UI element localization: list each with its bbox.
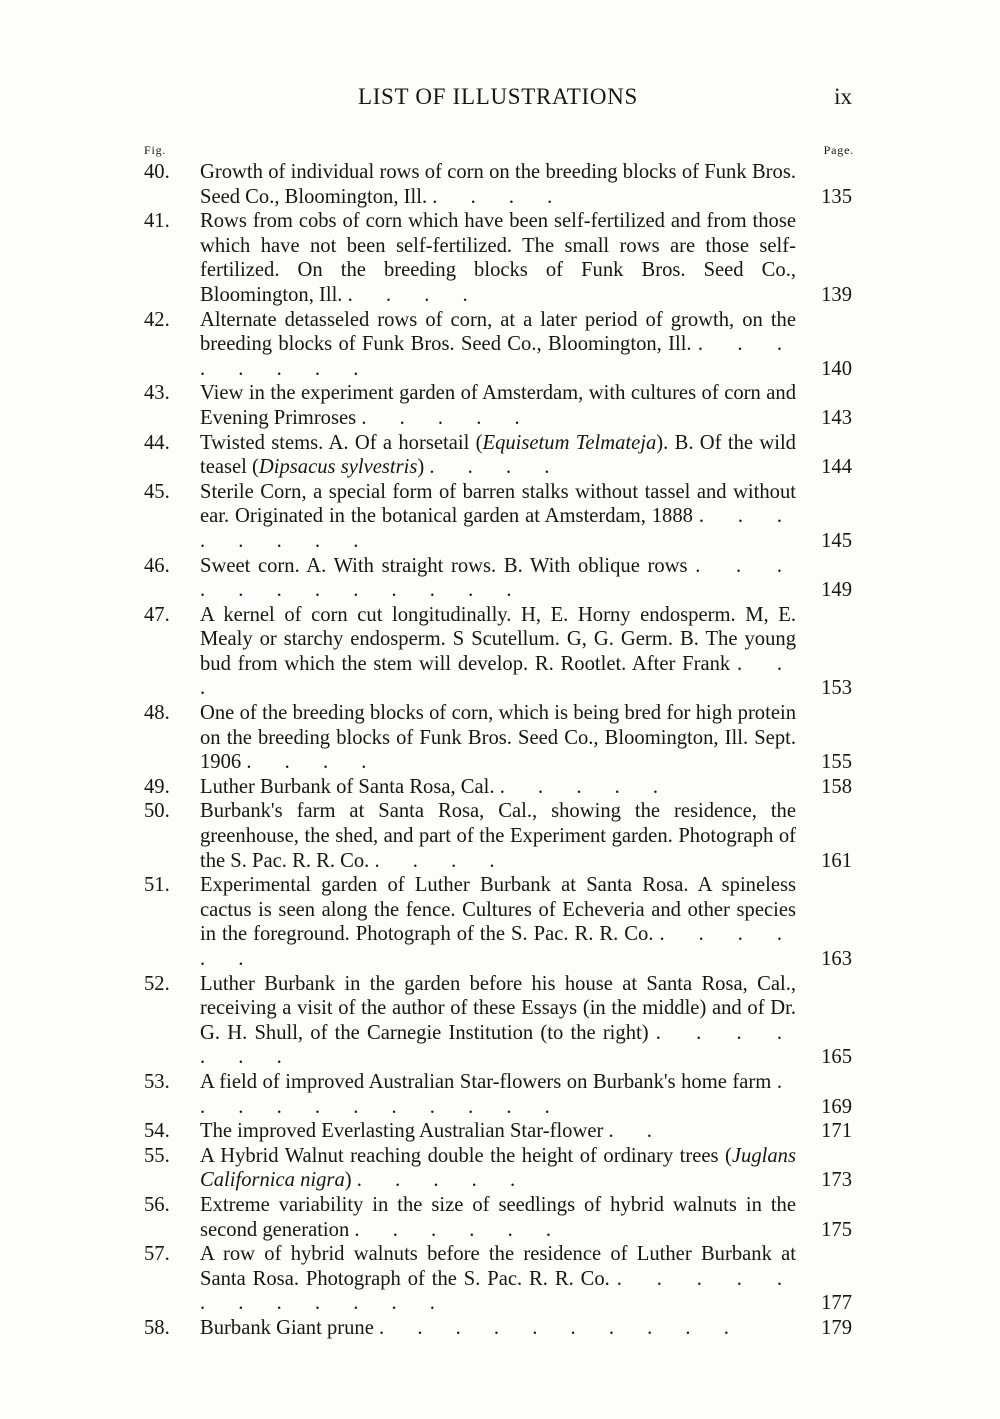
list-item [142,873,854,971]
figure-caption: A row of hybrid walnuts before the residence of Luther Burbank at Santa Rosa. Photograph of the S. Pac. R. R. Co. . . . . . . . . . . . . [200,1243,796,1315]
page-reference: 161 [821,849,852,872]
figure-caption: Burbank Giant prune . . . . . . . . . . [200,1316,743,1339]
page-reference: 153 [821,677,852,700]
page-reference: 173 [821,1169,852,1192]
page-reference: 163 [821,948,852,970]
page-reference: 171 [821,1120,852,1143]
figure-number: 52. [144,972,170,995]
page-reference: 145 [821,529,852,552]
page-reference: 140 [821,357,852,380]
figure-caption: Twisted stems. A. Of a horsetail (Equisetum Telmateja). B. Of the wild teasel (Dipsacus sylvestris) . . . . [200,431,796,479]
list-item [142,1144,854,1193]
figure-number: 57. [144,1243,170,1266]
list-item [142,1193,854,1242]
page-column-heading: Page. [823,143,854,157]
page-reference: 135 [821,185,852,208]
list-item [142,775,854,800]
figure-number: 54. [144,1120,170,1143]
figure-number: 48. [144,702,170,725]
figure-caption: Extreme variability in the size of seedlings of hybrid walnuts in the second generation . . . . . . [200,1193,796,1241]
figure-caption: Alternate detasseled rows of corn, at a later period of growth, on the breeding blocks of Funk Bros. Seed Co., Bloomington, Ill. . . . . . . . . [200,308,796,380]
figure-caption: The improved Everlasting Australian Star-flower . . [200,1120,666,1143]
list-item [142,701,854,775]
figure-number: 45. [144,480,170,503]
page-reference: 155 [821,751,852,774]
page-reference: 165 [821,1046,852,1069]
figure-caption: Sterile Corn, a special form of barren stalks without tassel and without ear. Originated in the botanical garden at Amsterdam, 1888 . . . . . . . . [200,480,796,552]
figure-caption: Growth of individual rows of corn on the breeding blocks of Funk Bros. Seed Co., Bloomington, Ill. . . . . [200,161,796,208]
figure-number: 43. [144,382,170,405]
list-item [142,554,854,603]
figure-caption: Luther Burbank of Santa Rosa, Cal. . . . . . [200,775,673,798]
list-item [142,1119,854,1144]
illustration-list [142,160,854,1341]
list-item [142,799,854,873]
figure-number: 55. [144,1144,170,1167]
figure-caption: Luther Burbank in the garden before his house at Santa Rosa, Cal., receiving a visit of the author of these Essays (in the middle) and of Dr. G. H. Shull, of the Carnegie Institution (to the right) . . . . . . . [200,972,796,1069]
list-item [142,209,854,307]
list-item [142,1070,854,1119]
figure-caption: A kernel of corn cut longitudinally. H, E. Horny endosperm. M, E. Mealy or starchy endosperm. S Scutellum. G, G. Germ. B. The young bud from which the stem will develop. R. Rootlet. After Frank . . . [200,603,796,700]
figure-number: 42. [144,308,170,331]
figure-caption: A Hybrid Walnut reaching double the height of ordinary trees (Juglans Californica nigra) . . . . . [200,1144,796,1192]
figure-number: 56. [144,1193,170,1216]
list-item [142,603,854,701]
figure-caption: Rows from cobs of corn which have been self-fertilized and from those which have not been self-fertilized. The small rows are those self-fertilized. On the breeding blocks of Funk Bros. Seed Co., Bloomington, Ill. . . . . [200,210,796,306]
figure-number: 41. [144,210,170,233]
figure-number: 46. [144,554,170,577]
running-header [142,84,854,116]
figure-number: 50. [144,800,170,823]
list-item [142,431,854,480]
list-item [142,972,854,1070]
figure-caption: Sweet corn. A. With straight rows. B. With oblique rows . . . . . . . . . . . . [200,554,796,602]
figure-caption: A field of improved Australian Star-flowers on Burbank's home farm . . . . . . . . . . . [200,1070,796,1118]
list-item [142,308,854,382]
figure-number: 58. [144,1316,170,1339]
page-reference: 175 [821,1218,852,1241]
page-reference: 158 [821,775,852,798]
page-reference: 144 [821,456,852,479]
list-item [142,160,854,209]
figure-number: 53. [144,1070,170,1093]
page-reference: 143 [821,406,852,429]
list-item [142,1316,854,1341]
page-reference: 139 [821,283,852,306]
figure-caption: Experimental garden of Luther Burbank at Santa Rosa. A spineless cactus is seen along the fence. Cultures of Echeveria and other species in the foreground. Photograph of the S. Pac. R. R. Co. . . . . . . [200,874,797,970]
figure-number: 51. [144,874,170,897]
figure-number: 49. [144,775,170,798]
fig-column-heading: Fig. [144,143,167,157]
figure-caption: One of the breeding blocks of corn, which is being bred for high protein on the breeding blocks of Funk Bros. Seed Co., Bloomington, Ill. Sept. 1906 . . . . [200,702,796,774]
list-item [142,1242,854,1316]
page-reference: 177 [821,1292,852,1315]
list-item [142,480,854,554]
page-reference: 179 [821,1316,852,1339]
figure-number: 47. [144,603,170,626]
figure-caption: View in the experiment garden of Amsterdam, with cultures of corn and Evening Primroses . . . . . [200,382,796,429]
page-reference: 149 [821,579,852,602]
figure-caption: Burbank's farm at Santa Rosa, Cal., showing the residence, the greenhouse, the shed, and part of the Experiment garden. Photograph of the S. Pac. R. R. Co. . . . . [200,800,796,872]
figure-number: 40. [144,161,170,183]
figure-number: 44. [144,431,170,454]
page-title: LIST OF ILLUSTRATIONS [357,84,639,109]
page-number: ix [834,84,852,109]
list-item [142,381,854,430]
page-reference: 169 [821,1095,852,1118]
